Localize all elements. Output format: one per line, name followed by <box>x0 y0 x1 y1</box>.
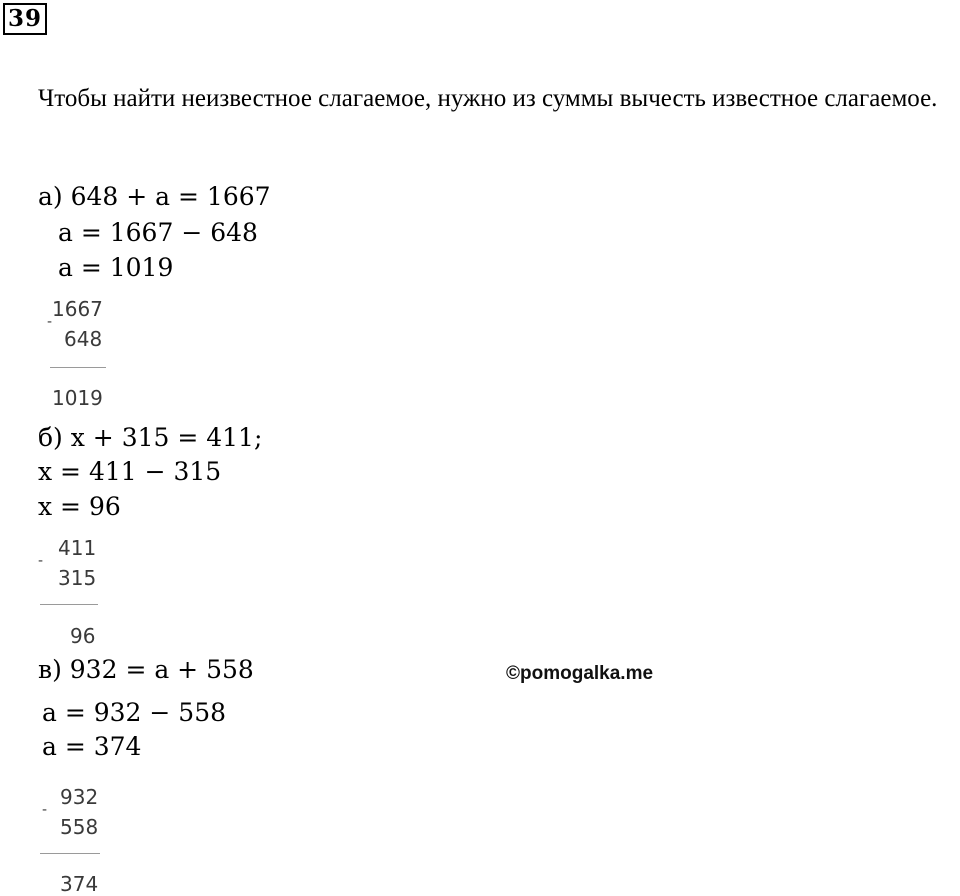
part-c-column-minuend: 932 <box>60 785 99 809</box>
part-c-column-subtrahend: 558 <box>60 815 99 839</box>
task-number-badge: 39 <box>3 3 47 35</box>
part-b-answer: x = 96 <box>38 492 121 521</box>
part-a-answer: a = 1019 <box>58 253 174 282</box>
part-a-column-line <box>50 367 106 368</box>
part-a-column-subtrahend: 648 <box>64 327 103 351</box>
rule-text: Чтобы найти неизвестное слагаемое, нужно из суммы вычесть известное слагаемое. <box>38 85 938 112</box>
part-a-equation: а) 648 + a = 1667 <box>38 182 271 211</box>
part-b-column-minuend: 411 <box>58 536 97 560</box>
part-b-column-result: 96 <box>70 624 96 648</box>
part-b-column-minus-sign: - <box>38 553 44 569</box>
part-c-answer: a = 374 <box>42 732 142 761</box>
part-a-step: a = 1667 − 648 <box>58 218 258 247</box>
part-a-column-result: 1019 <box>52 386 103 410</box>
part-c-equation: в) 932 = a + 558 <box>38 655 254 684</box>
part-b-step: x = 411 − 315 <box>38 457 222 486</box>
part-c-step: a = 932 − 558 <box>42 698 227 727</box>
part-a-column-minus-sign: - <box>47 314 53 330</box>
watermark: ©pomogalka.me <box>506 663 654 684</box>
part-b-equation: б) x + 315 = 411; <box>38 423 263 452</box>
part-b-column-line <box>40 604 98 605</box>
part-c-column-minus-sign: - <box>42 802 48 818</box>
part-c-column-result: 374 <box>60 872 99 896</box>
part-b-column-subtrahend: 315 <box>58 566 97 590</box>
part-a-column-minuend: 1667 <box>52 297 103 321</box>
part-c-column-line <box>40 853 100 854</box>
